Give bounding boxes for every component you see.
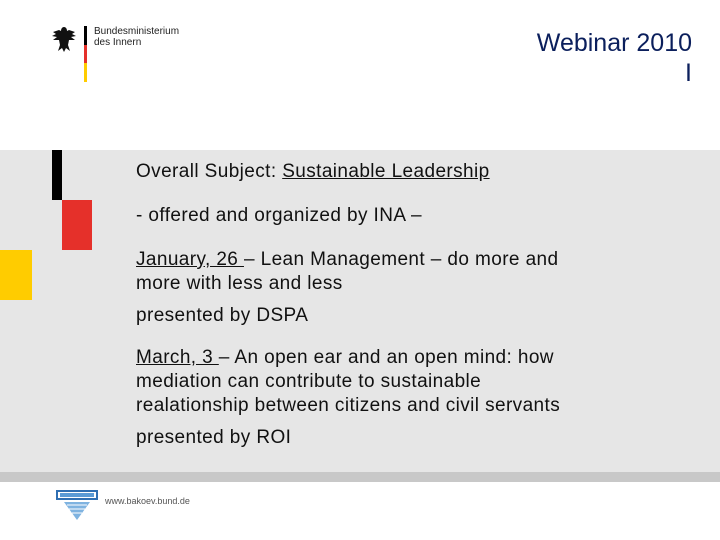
subject-line: Overall Subject: Sustainable Leadership [136, 161, 490, 182]
item2-date: March, 3 [136, 347, 219, 368]
bakoev-logo-icon [54, 490, 100, 522]
item1-line2: more with less and less [136, 273, 343, 294]
subject-topic: Sustainable Leadership [282, 161, 490, 182]
title-line-1: Webinar 2010 [536, 29, 692, 57]
decor-block-black [52, 150, 62, 200]
item1-presenter: presented by DSPA [136, 305, 309, 326]
flag-bar [84, 26, 87, 82]
title-line-2: I [685, 59, 692, 87]
offered-line: - offered and organized by INA – [136, 205, 423, 226]
item2-line1: March, 3 – An open ear and an open mind: how [136, 347, 554, 368]
item1-line1: January, 26 – Lean Management – do more and [136, 249, 559, 270]
slide-title [537, 28, 692, 88]
item2-line2: mediation can contribute to sustainable [136, 371, 482, 392]
ministry-name: Bundesministerium des Innern [94, 26, 180, 48]
footer-url[interactable]: www.bakoev.bund.de [105, 496, 190, 506]
panel-bottom-band [0, 472, 720, 482]
content-panel [0, 150, 720, 472]
decor-block-yellow [0, 250, 32, 300]
item2-presenter: presented by ROI [136, 427, 292, 448]
ministry-logo [50, 24, 220, 86]
decor-block-red [62, 200, 92, 250]
item2-line3: realationship between citizens and civil servants [136, 395, 561, 416]
eagle-icon [50, 24, 78, 54]
item1-date: January, 26 [136, 249, 244, 270]
